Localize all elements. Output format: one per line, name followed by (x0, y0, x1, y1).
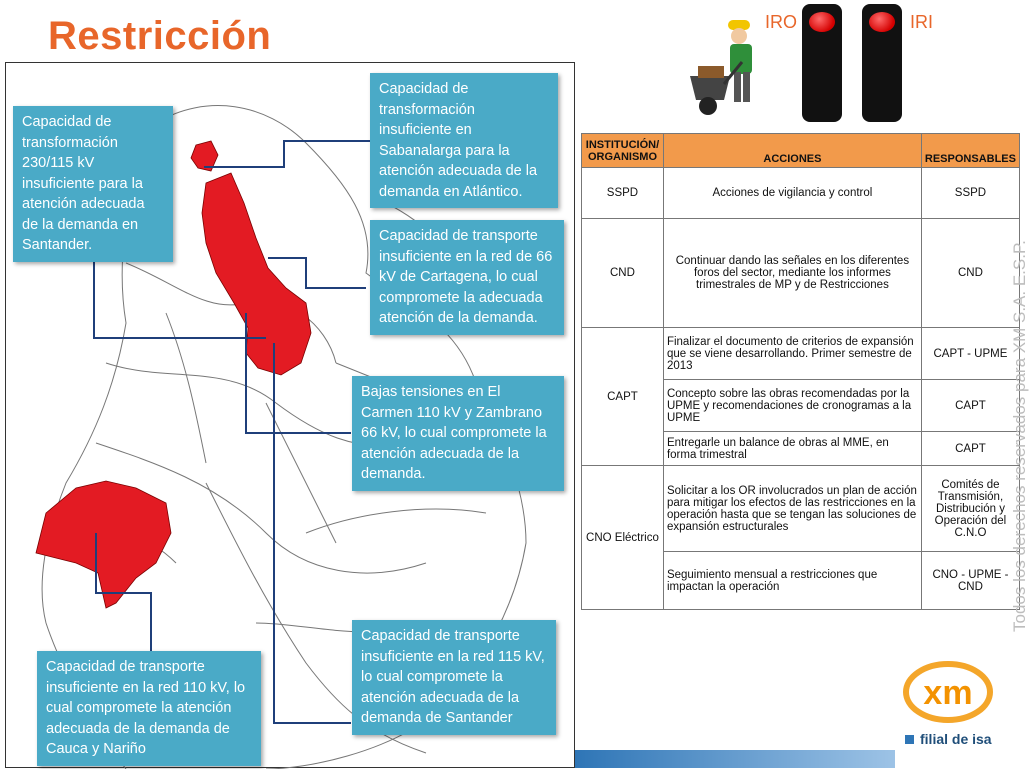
cell-accion: Continuar dando las señales en los diferentes foros del sector, mediante los informes trimestrales de MP y de Restricciones (663, 219, 921, 328)
actions-table (581, 133, 1020, 610)
callout-cartagena: Capacidad de transporte insuficiente en la red de 66 kV de Cartagena, lo cual compromete la adecuada atención de la demanda. (370, 220, 564, 335)
xm-logo-text: xm (923, 674, 973, 712)
cell-accion: Acciones de vigilancia y control (663, 168, 921, 219)
table-row (582, 328, 1020, 380)
cell-accion: Entregarle un balance de obras al MME, en forma trimestral (663, 432, 921, 466)
page-title: Restricción (48, 14, 272, 58)
table-row (582, 168, 1020, 219)
red-light-icon (809, 12, 835, 32)
footer-bar (575, 750, 895, 768)
callout-santander-115kv: Capacidad de transporte insuficiente en la red 115 kV, lo cual compromete la atención adecuada de la demanda de Santander (352, 620, 556, 735)
worker-wheelbarrow-icon (680, 14, 770, 122)
cell-accion: Concepto sobre las obras recomendadas por la UPME y recomendaciones de cronogramas a la UPME (663, 380, 921, 432)
iri-label: IRI (910, 12, 934, 32)
header-acciones: ACCIONES (663, 134, 921, 168)
cell-institucion: CND (582, 219, 664, 328)
iro-traffic-light (802, 4, 842, 122)
copyright-watermark: Todos los derechos reservados para XM S.A. E.S.P. (1010, 240, 1029, 632)
region-bolivar-santander (202, 173, 311, 375)
header-institucion: INSTITUCIÓN/ ORGANISMO (582, 134, 664, 168)
cell-responsable: Comités de Transmisión, Distribución y Operación del C.N.O (921, 466, 1019, 552)
iro-label: IRO (765, 12, 798, 32)
cell-institucion: CNO Eléctrico (582, 466, 664, 610)
xm-logo (903, 660, 993, 724)
table-row (582, 219, 1020, 328)
cell-institucion: CAPT (582, 328, 664, 466)
region-cauca-narino (36, 481, 171, 608)
cell-responsable: CND (921, 219, 1019, 328)
cell-responsable: CAPT - UPME (921, 328, 1019, 380)
table-header-row (582, 134, 1020, 168)
cell-accion: Finalizar el documento de criterios de expansión que se viene desarrollando. Primer semestre de 2013 (663, 328, 921, 380)
filial-tagline (905, 731, 992, 747)
red-light-icon (869, 12, 895, 32)
header-responsables: RESPONSABLES (921, 134, 1019, 168)
cell-responsable: SSPD (921, 168, 1019, 219)
callout-sabanalarga: Capacidad de transformación insuficiente en Sabanalarga para la atención adecuada de la demanda en Atlántico. (370, 73, 558, 208)
callout-cauca-narino: Capacidad de transporte insuficiente en la red 110 kV, lo cual compromete la atención adecuada de la demanda de Cauca y Nariño (37, 651, 261, 766)
table-row (582, 466, 1020, 552)
callout-el-carmen: Bajas tensiones en El Carmen 110 kV y Zambrano 66 kV, lo cual compromete la atención adecuada de la demanda. (352, 376, 564, 491)
iri-traffic-light (862, 4, 902, 122)
cell-accion: Solicitar a los OR involucrados un plan de acción para mitigar los efectos de las restricciones en la operación hasta que se tengan las soluciones de expansión estructurales (663, 466, 921, 552)
cell-responsable: CNO - UPME - CND (921, 552, 1019, 610)
filial-square-icon (905, 735, 914, 744)
callout-santander-transformacion: Capacidad de transformación 230/115 kV insuficiente para la atención adecuada de la demanda en Santander. (13, 106, 173, 262)
cell-institucion: SSPD (582, 168, 664, 219)
cell-responsable: CAPT (921, 432, 1019, 466)
cell-responsable: CAPT (921, 380, 1019, 432)
filial-text: filial de isa (920, 731, 992, 747)
cell-accion: Seguimiento mensual a restricciones que impactan la operación (663, 552, 921, 610)
